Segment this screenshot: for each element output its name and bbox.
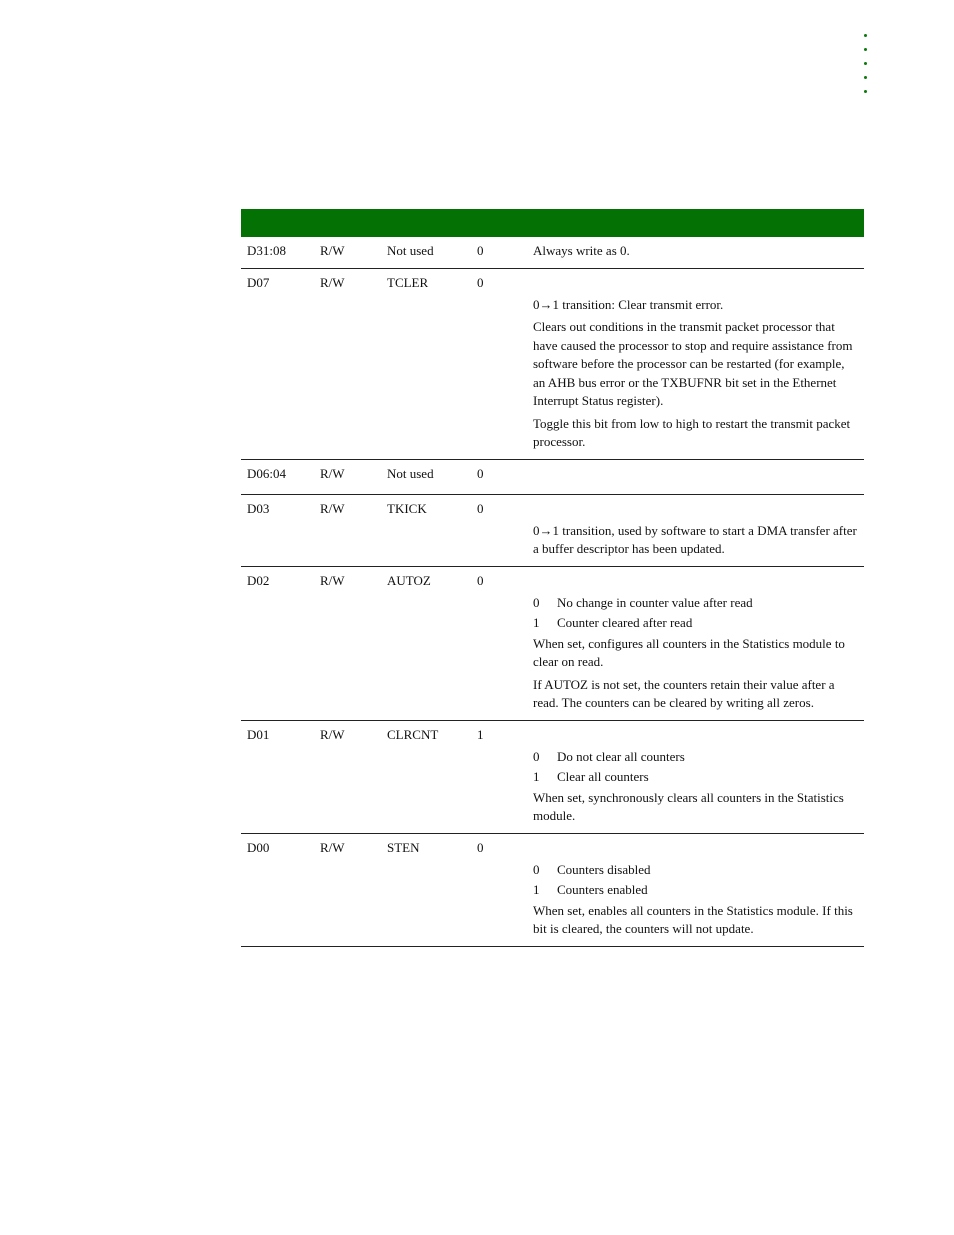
bit-range-cell: D00: [241, 833, 314, 946]
bit-value-option: [533, 768, 858, 787]
bit-value-option: [533, 748, 858, 767]
description-spacer: [533, 572, 858, 594]
table-row: [241, 268, 864, 459]
dot-icon: [864, 48, 867, 51]
reset-value-cell: 0: [471, 268, 527, 459]
reset-value-cell: 0: [471, 833, 527, 946]
dot-icon: [864, 76, 867, 79]
description-spacer: [533, 726, 858, 748]
mnemonic-cell: TKICK: [381, 494, 471, 566]
register-bit-table: [241, 209, 864, 947]
description-cell: [527, 494, 864, 566]
reset-value-cell: 0: [471, 459, 527, 494]
header-cell-access: [314, 209, 381, 237]
description-cell: [527, 237, 864, 268]
access-cell: R/W: [314, 268, 381, 459]
access-cell: R/W: [314, 833, 381, 946]
header-cell-bits: [241, 209, 314, 237]
description-cell: [527, 459, 864, 494]
description-spacer: [533, 274, 858, 296]
option-text: Counter cleared after read: [557, 615, 693, 630]
bit-value-option: [533, 881, 858, 900]
description-paragraph: 0→1 transition: Clear transmit error.: [533, 296, 724, 312]
description-paragraph: Clears out conditions in the transmit packet processor that have caused the processor to stop and require assistance from software before the processor can be restarted (for example, an AHB bus error or the TXBUFNR bit set in the Ethernet Interrupt Status register).: [533, 319, 853, 408]
description-cell: [527, 566, 864, 720]
bit-value-option: [533, 594, 858, 613]
option-value: 1: [533, 615, 540, 630]
option-text: No change in counter value after read: [557, 594, 753, 610]
description-paragraph: If AUTOZ is not set, the counters retain their value after a read. The counters can be cleared by writing all zeros.: [533, 676, 835, 710]
description-spacer: [533, 839, 858, 861]
description-paragraph: Toggle this bit from low to high to restart the transmit packet processor.: [533, 415, 851, 449]
description-paragraph: When set, synchronously clears all counters in the Statistics module.: [533, 789, 844, 823]
description-paragraph: When set, enables all counters in the Statistics module. If this bit is cleared, the counters will not update.: [533, 902, 853, 936]
option-text: Clear all counters: [557, 769, 649, 784]
header-cell-mnemonic: [381, 209, 471, 237]
bit-range-cell: D07: [241, 268, 314, 459]
header-cell-reset: [471, 209, 527, 237]
description-paragraph: When set, configures all counters in the Statistics module to clear on read.: [533, 635, 845, 669]
mnemonic-cell: Not used: [381, 237, 471, 268]
bit-range-cell: D03: [241, 494, 314, 566]
mnemonic-cell: Not used: [381, 459, 471, 494]
option-text: Counters enabled: [557, 882, 648, 897]
table-row: [241, 566, 864, 720]
option-value: 1: [533, 769, 540, 784]
bit-value-option: [533, 861, 858, 880]
table-row: [241, 720, 864, 833]
description-cell: [527, 720, 864, 833]
option-text: Do not clear all counters: [557, 748, 685, 764]
mnemonic-cell: STEN: [381, 833, 471, 946]
access-cell: R/W: [314, 720, 381, 833]
bit-range-cell: D02: [241, 566, 314, 720]
description-cell: [527, 833, 864, 946]
option-value: 0: [533, 594, 540, 610]
description-paragraph: 0→1 transition, used by software to start a DMA transfer after a buffer descriptor has been updated.: [533, 522, 857, 556]
bit-range-cell: D01: [241, 720, 314, 833]
dot-icon: [864, 62, 867, 65]
reset-value-cell: 0: [471, 566, 527, 720]
bit-range-cell: D31:08: [241, 237, 314, 268]
mnemonic-cell: TCLER: [381, 268, 471, 459]
access-cell: R/W: [314, 237, 381, 268]
reset-value-cell: 1: [471, 720, 527, 833]
access-cell: R/W: [314, 459, 381, 494]
bit-range-cell: D06:04: [241, 459, 314, 494]
description-text: Always write as 0.: [533, 243, 630, 258]
header-cell-description: [527, 209, 864, 237]
table-row: [241, 459, 864, 494]
description-spacer: [533, 465, 858, 487]
margin-dots-decoration: [862, 34, 870, 104]
dot-icon: [864, 90, 867, 93]
table-header-row: [241, 209, 864, 237]
table-row: [241, 494, 864, 566]
option-value: 0: [533, 748, 540, 764]
description-cell: [527, 268, 864, 459]
table-row: [241, 237, 864, 268]
mnemonic-cell: CLRCNT: [381, 720, 471, 833]
reset-value-cell: 0: [471, 494, 527, 566]
access-cell: R/W: [314, 566, 381, 720]
option-value: 0: [533, 861, 540, 877]
dot-icon: [864, 34, 867, 37]
access-cell: R/W: [314, 494, 381, 566]
option-value: 1: [533, 882, 540, 897]
mnemonic-cell: AUTOZ: [381, 566, 471, 720]
option-text: Counters disabled: [557, 861, 651, 877]
bit-value-option: [533, 614, 858, 633]
description-spacer: [533, 500, 858, 522]
reset-value-cell: 0: [471, 237, 527, 268]
table-row: [241, 833, 864, 946]
